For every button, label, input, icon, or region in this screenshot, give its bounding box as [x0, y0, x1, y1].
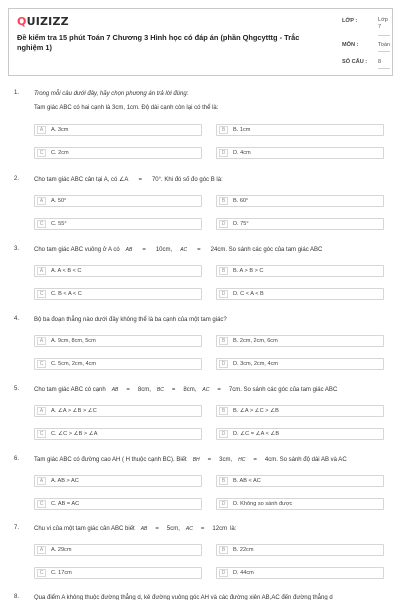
option-b[interactable] [216, 544, 384, 556]
option-text: A. A < B < C [51, 268, 82, 274]
question-text: Cho tam giác ABC có cạnh AB = 8cm, BC = 8cm, AC = 7cm. So sánh các góc của tam giác ABC [34, 387, 338, 393]
option-letter: B [219, 477, 228, 485]
option-d[interactable] [216, 428, 384, 440]
option-letter: A [37, 267, 46, 275]
option-text: C. AB = AC [51, 501, 80, 507]
count-label: SỐ CÂU : [342, 59, 368, 65]
option-text: D. C < A < B [233, 291, 264, 297]
option-letter: A [37, 477, 46, 485]
option-letter: C [37, 430, 46, 438]
option-text: A. ∠A > ∠B > ∠C [51, 408, 97, 414]
subject-value: Toán [378, 42, 391, 48]
option-letter: C [37, 360, 46, 368]
question-number: 6. [14, 456, 20, 462]
option-letter: D [219, 569, 228, 577]
option-c[interactable] [34, 147, 202, 159]
question-text: Cho tam giác ABC cân tại A, có ∠A = 70°. Khi đó số đo góc B là: [34, 177, 223, 183]
option-text: C. 5cm, 2cm, 4cm [51, 361, 97, 367]
option-b[interactable] [216, 195, 384, 207]
option-text: A. 3cm [51, 127, 69, 133]
option-text: C. B < A < C [51, 291, 82, 297]
question-number: 3. [14, 246, 20, 252]
option-text: D. Không so sánh được [233, 501, 293, 507]
quizizz-logo: QUIZIZZ [17, 15, 69, 28]
option-a[interactable] [34, 335, 202, 347]
option-text: D. 44cm [233, 570, 254, 576]
option-text: C. 2cm [51, 150, 69, 156]
option-text: D. 75° [233, 221, 249, 227]
option-letter: D [219, 290, 228, 298]
option-text: B. 1cm [233, 127, 251, 133]
option-d[interactable] [216, 147, 384, 159]
worksheet-title: Đề kiểm tra 15 phút Toán 7 Chương 3 Hình học có đáp án (phần Qhgcytttg - Trắc nghiệm 1) [17, 33, 300, 52]
option-a[interactable] [34, 544, 202, 556]
option-c[interactable] [34, 428, 202, 440]
option-b[interactable] [216, 475, 384, 487]
option-letter: B [219, 407, 228, 415]
option-letter: A [37, 337, 46, 345]
class-underline [378, 35, 390, 36]
option-letter: D [219, 360, 228, 368]
count-underline [378, 68, 390, 69]
option-text: B. 60° [233, 198, 249, 204]
option-letter: B [219, 337, 228, 345]
option-letter: D [219, 220, 228, 228]
question-number: 1. [14, 90, 20, 96]
option-b[interactable] [216, 335, 384, 347]
option-b[interactable] [216, 405, 384, 417]
option-text: B. A > B > C [233, 268, 264, 274]
option-a[interactable] [34, 405, 202, 417]
option-text: D. ∠C = ∠A < ∠B [233, 431, 280, 437]
question-number: 7. [14, 525, 20, 531]
question-text: Qua điểm A không thuộc đường thẳng d, kẻ đường vuông góc AH và các đường xiên AB,AC đến đường thẳng d [34, 595, 333, 600]
option-letter: B [219, 267, 228, 275]
option-c[interactable] [34, 498, 202, 510]
option-letter: B [219, 126, 228, 134]
question-text: Tam giác ABC có hai cạnh là 3cm, 1cm. Độ dài cạnh còn lại có thể là: [34, 105, 219, 111]
option-letter: C [37, 569, 46, 577]
question-text: Bộ ba đoạn thẳng nào dưới đây không thể là ba cạnh của một tam giác? [34, 317, 227, 323]
worksheet-header [8, 8, 393, 76]
option-d[interactable] [216, 218, 384, 230]
option-c[interactable] [34, 567, 202, 579]
option-text: B. 22cm [233, 547, 254, 553]
option-c[interactable] [34, 358, 202, 370]
option-a[interactable] [34, 475, 202, 487]
question-instruction: Trong mỗi câu dưới đây, hãy chọn phương án trả lời đúng: [34, 91, 189, 97]
option-text: B. ∠A > ∠C > ∠B [233, 408, 279, 414]
question-text: Cho tam giác ABC vuông ở A có AB = 10cm, AC = 24cm. So sánh các góc của tam giác ABC [34, 247, 323, 253]
subject-label: MÔN : [342, 42, 359, 48]
option-text: C. ∠C > ∠B > ∠A [51, 431, 98, 437]
option-text: A. AB > AC [51, 478, 79, 484]
question-number: 4. [14, 316, 20, 322]
option-text: C. 17cm [51, 570, 72, 576]
question-number: 5. [14, 386, 20, 392]
option-text: B. 2cm, 2cm, 6cm [233, 338, 278, 344]
option-letter: C [37, 500, 46, 508]
option-b[interactable] [216, 265, 384, 277]
option-letter: A [37, 546, 46, 554]
question-text: Chu vi của một tam giác cân ABC biết AB = 5cm, AC = 12cm là: [34, 526, 237, 532]
option-c[interactable] [34, 288, 202, 300]
option-d[interactable] [216, 288, 384, 300]
question-number: 8. [14, 594, 20, 600]
subject-underline [378, 51, 390, 52]
option-letter: A [37, 407, 46, 415]
class-label: LỚP : [342, 18, 358, 24]
option-letter: B [219, 197, 228, 205]
option-text: A. 9cm, 8cm, 5cm [51, 338, 96, 344]
option-text: B. AB < AC [233, 478, 261, 484]
question-text: Tam giác ABC có đường cao AH ( H thuộc cạnh BC). Biết BH = 3cm, HC = 4cm. So sánh độ dài AB và AC [34, 457, 347, 463]
option-d[interactable] [216, 498, 384, 510]
count-value: 8 [378, 59, 382, 65]
class-value: Lớp 7 [378, 17, 388, 30]
option-a[interactable] [34, 195, 202, 207]
option-text: D. 4cm [233, 150, 251, 156]
option-a[interactable] [34, 265, 202, 277]
option-text: A. 29cm [51, 547, 72, 553]
option-a[interactable] [34, 124, 202, 136]
option-letter: B [219, 546, 228, 554]
option-letter: C [37, 149, 46, 157]
option-d[interactable] [216, 358, 384, 370]
option-letter: A [37, 126, 46, 134]
option-text: A. 50° [51, 198, 67, 204]
option-d[interactable] [216, 567, 384, 579]
option-letter: D [219, 149, 228, 157]
option-letter: D [219, 500, 228, 508]
option-letter: C [37, 220, 46, 228]
option-letter: C [37, 290, 46, 298]
option-letter: A [37, 197, 46, 205]
worksheet-meta [334, 9, 394, 77]
option-text: C. 55° [51, 221, 67, 227]
option-c[interactable] [34, 218, 202, 230]
option-text: D. 3cm, 2cm, 4cm [233, 361, 279, 367]
option-letter: D [219, 430, 228, 438]
option-b[interactable] [216, 124, 384, 136]
question-number: 2. [14, 176, 20, 182]
